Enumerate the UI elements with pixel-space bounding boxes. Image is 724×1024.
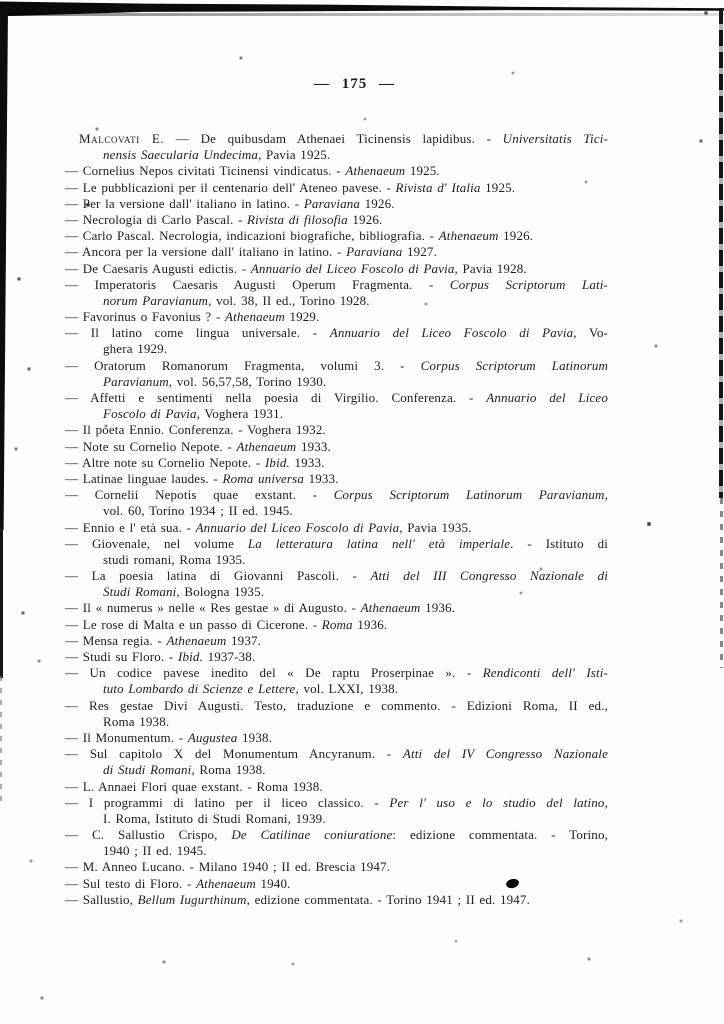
work-title-italic: Annuario del Liceo Foscolo di Pavia: [195, 519, 400, 535]
work-title-italic: Corpus Scriptorum Latinorum Paravianum: [333, 487, 605, 503]
entry-text: — M. Anneo Lucano. - Milano 1940 ; II ed. Brescia 1947.: [65, 859, 391, 875]
bibliography-line: [65, 633, 608, 649]
entry-text: — Un codice pavese inedito del « De raptu Proserpinae ». -: [65, 665, 483, 681]
entry-text: — Favorinus o Favonius ? -: [65, 309, 226, 325]
work-title-italic: La letteratura latina nell' età imperiale: [247, 535, 511, 551]
work-title-italic: Atti del IV Congresso Nazionale: [402, 746, 608, 762]
entry-text: , vol. LXXI, 1938.: [295, 681, 399, 697]
entry-text: — Affetti e sentimenti nella poesia di Virgilio. Conferenza. -: [65, 390, 487, 405]
entry-text: 1926.: [498, 228, 534, 244]
bibliography-line: [65, 665, 608, 681]
entry-text: — C. Sallustio Crispo,: [65, 827, 232, 843]
scan-edge-top-haze-artifact: [0, 13, 724, 16]
entry-text: — Il poeta Ennio. Conferenza. - Voghera 1932.: [65, 422, 326, 438]
work-title-italic: Paraviana: [303, 195, 361, 211]
work-title-italic: Athenaeum: [166, 632, 227, 648]
entry-text: — I programmi di latino per il liceo classico. -: [65, 794, 390, 810]
scan-edge-left-artifact: [0, 6, 8, 530]
work-title-italic: di Studi Romani: [103, 762, 192, 778]
entry-text: 1927.: [402, 244, 437, 260]
entry-text: , Pavia 1925.: [258, 147, 331, 163]
bibliography-line: [65, 180, 608, 196]
bibliography-line: [65, 568, 608, 584]
bibliography-line: [65, 681, 608, 697]
scan-edge-left-lower-artifact: [0, 528, 3, 678]
bibliography-line: [65, 293, 608, 309]
author-name: Malcovati E.: [79, 131, 165, 146]
entry-text: , Voghera 1931.: [196, 406, 284, 422]
bibliography-line: [65, 406, 608, 422]
bibliography-line: [65, 584, 608, 600]
work-title-italic: De Catilinae coniuratione: [231, 827, 393, 843]
bibliography-line: [65, 714, 608, 730]
entry-text: , vol. 38, II ed., Torino 1928.: [208, 292, 370, 308]
entry-text: — Necrologia di Carlo Pascal. -: [65, 211, 248, 227]
bibliography-line: [65, 228, 608, 244]
entry-text: 1936.: [352, 616, 388, 632]
bibliography-line: [65, 730, 608, 746]
entry-text: 1938.: [237, 729, 273, 745]
bibliography-line: [65, 600, 608, 616]
scan-edge-right-tail-artifact: [720, 498, 723, 668]
entry-text: — Oratorum Romanorum Fragmenta, volumi 3. -: [65, 357, 421, 373]
bibliography-line: [65, 277, 608, 293]
bibliography-line: [65, 779, 608, 795]
bibliography-line: [65, 471, 608, 487]
page-number: — 175 —: [314, 76, 395, 92]
entry-text: — Cornelius Nepos civitati Ticinensi vindicatus. -: [65, 163, 346, 179]
entry-text: 1926.: [347, 211, 383, 227]
entry-text: 1937.: [226, 632, 262, 648]
scan-edge-left-tail-artifact: [0, 676, 2, 806]
bibliography-line: [65, 147, 608, 163]
entry-text: — L. Annaei Flori quae exstant. - Roma 1938.: [65, 778, 323, 794]
bibliography-line: [65, 163, 608, 179]
entry-text: 1925.: [405, 163, 440, 179]
entry-text: 1940 ; II ed. 1945.: [103, 843, 207, 859]
entry-text: — La poesia latina di Giovanni Pascoli. -: [65, 568, 371, 584]
bibliography-line: [65, 892, 608, 908]
bibliography-line: [65, 196, 608, 212]
bibliography-line: [65, 843, 608, 859]
entry-text: I. Roma, Istituto di Studi Romani, 1939.: [103, 810, 326, 826]
bibliography-line: [65, 439, 608, 455]
work-title-italic: Annuario del Liceo: [486, 390, 608, 405]
entry-text: — Note su Cornelio Nepote. -: [65, 438, 237, 454]
work-title-italic: Athenaeum: [225, 309, 285, 325]
work-title-italic: Paravianum: [103, 373, 169, 389]
bibliography-line: [65, 341, 608, 357]
entry-text: 1937-38.: [202, 649, 256, 664]
bibliography-line: [65, 536, 608, 552]
bibliography-line: [65, 325, 608, 341]
work-title-italic: Bellum Iugurthinum: [137, 891, 247, 907]
work-title-italic: Athenaeum: [438, 228, 499, 244]
entry-text: ghera 1929.: [103, 341, 168, 357]
work-title-italic: Foscolo di Pavia: [103, 406, 197, 422]
entry-text: , Bologna 1935.: [176, 584, 265, 600]
entry-text: , vol. 56,57,58, Torino 1930.: [168, 373, 327, 389]
entry-text: — Il latino come lingua universale. -: [65, 325, 330, 341]
entry-text: 1926.: [360, 195, 395, 211]
work-title-italic: Corpus Scriptorum Latinorum: [420, 357, 608, 373]
entry-text: , edizione commentata. - Torino 1941 ; II ed. 1947.: [246, 891, 530, 907]
entry-text: — Mensa regia. -: [65, 632, 167, 648]
bibliography-line: [65, 762, 608, 778]
bibliography-line: [65, 617, 608, 633]
bibliography-list: [65, 131, 608, 908]
entry-text: — Sul testo di Floro. -: [65, 875, 197, 891]
entry-text: ,: [604, 487, 608, 503]
bibliography-line: [65, 374, 608, 390]
entry-text: . - Istituto di: [510, 535, 608, 551]
entry-text: — Le pubblicazioni per il centenario dell' Ateneo pavese. -: [65, 179, 396, 195]
bibliography-line: [65, 552, 608, 568]
entry-text: — Altre note su Cornelio Nepote. -: [65, 454, 265, 470]
work-title-italic: Corpus Scriptorum Lati-: [449, 276, 608, 292]
entry-text: — Res gestae Divi Augusti. Testo, traduzione e commento. - Edizioni Roma, II ed.,: [65, 697, 608, 713]
entry-text: , Pavia 1935.: [399, 519, 472, 535]
entry-text: — Ancora per la versione dall' italiano in latino. -: [65, 244, 347, 260]
bibliography-line: [65, 698, 608, 714]
work-title-italic: Universitatis Tici-: [502, 131, 608, 146]
entry-text: : edizione commentata. - Torino,: [392, 827, 608, 843]
work-title-italic: Augustea: [187, 729, 238, 745]
entry-text: — Per la versione dall' italiano in latino. -: [65, 195, 304, 211]
entry-text: , Roma 1938.: [191, 762, 266, 778]
entry-text: — De quibusdam Athenaei Ticinensis lapidibus. -: [164, 131, 503, 146]
entry-text: 1925.: [480, 179, 516, 195]
work-title-italic: Ibid.: [264, 454, 290, 470]
work-title-italic: Roma universa: [222, 470, 304, 486]
work-title-italic: Atti del III Congresso Nazionale di: [370, 568, 608, 584]
entry-text: — Carlo Pascal. Necrologia, indicazioni biografiche, bibliografia. -: [65, 228, 439, 244]
entry-text: — Il « numerus » nelle « Res gestae » di Augusto. -: [65, 600, 361, 616]
entry-text: 1933.: [303, 470, 339, 486]
work-title-italic: Annuario del Liceo Foscolo di Pavia: [329, 325, 574, 341]
entry-text: Roma 1938.: [103, 713, 170, 729]
entry-text: — Cornelii Nepotis quae exstant. -: [65, 487, 334, 503]
work-title-italic: Rivista di filosofia: [247, 211, 348, 227]
work-title-italic: Athenaeum: [236, 438, 297, 454]
work-title-italic: Roma: [321, 616, 353, 632]
entry-text: — Giovenale, nel volume: [65, 535, 248, 551]
work-title-italic: Paraviana: [346, 244, 403, 260]
entry-text: ,: [604, 794, 608, 810]
entry-text: vol. 60, Torino 1934 ; II ed. 1945.: [103, 503, 293, 519]
bibliography-line: [65, 746, 608, 762]
work-title-italic: tuto Lombardo di Scienze e Lettere: [103, 681, 296, 697]
bibliography-line: [65, 520, 608, 536]
bibliography-line: [65, 487, 608, 503]
entry-text: — Latinae linguae laudes. -: [65, 470, 223, 486]
entry-text: — Imperatoris Caesaris Augusti Operum Fragmenta. -: [65, 276, 450, 292]
entry-text: 1940.: [255, 875, 291, 891]
bibliography-line: [65, 859, 608, 875]
entry-text: , Pavia 1928.: [454, 260, 527, 276]
entry-text: — Sallustio,: [65, 891, 138, 907]
entry-text: studi romani, Roma 1935.: [103, 551, 246, 567]
work-title-italic: Rivista d' Italia: [395, 179, 481, 195]
entry-text: — Studi su Floro. -: [65, 649, 179, 664]
bibliography-line: [65, 131, 608, 147]
work-title-italic: Annuario del Liceo Foscolo di Pavia: [250, 260, 455, 276]
entry-text: — Il Monumentum. -: [65, 729, 188, 745]
entry-text: — De Caesaris Augusti edictis. -: [65, 260, 251, 276]
work-title-italic: Per l' uso e lo studio del latino: [389, 794, 605, 810]
bibliography-line: [65, 244, 608, 260]
bibliography-line: [65, 212, 608, 228]
work-title-italic: Athenaeum: [196, 875, 256, 891]
entry-text: 1936.: [420, 600, 456, 616]
work-title-italic: norum Paravianum: [103, 292, 209, 308]
bibliography-line: [65, 795, 608, 811]
bibliography-line: [65, 827, 608, 843]
entry-text: 1933.: [289, 454, 325, 470]
entry-text: — Ennio e l' età sua. -: [65, 519, 196, 535]
entry-text: 1929.: [284, 309, 320, 325]
entry-text: , Vo-: [573, 325, 608, 341]
bibliography-line: [65, 422, 608, 438]
bibliography-line: [65, 261, 608, 277]
work-title-italic: Rendiconti dell' Isti-: [482, 665, 608, 681]
bibliography-line: [65, 811, 608, 827]
work-title-italic: Studi Romani: [103, 584, 177, 600]
bibliography-line: [65, 455, 608, 471]
bibliography-line: [65, 358, 608, 374]
bibliography-line: [65, 649, 608, 665]
work-title-italic: Athenaeum: [345, 163, 406, 179]
work-title-italic: nensis Saecularia Undecima: [103, 147, 259, 163]
scan-edge-right-artifact: [719, 8, 723, 498]
work-title-italic: Ibid.: [178, 649, 203, 664]
entry-text: 1933.: [296, 438, 331, 454]
scan-specks-artifact: [0, 0, 2, 2]
bibliography-line: [65, 876, 608, 892]
entry-text: — Sul capitolo X del Monumentum Ancyranum. -: [65, 746, 403, 762]
bibliography-line: [65, 503, 608, 519]
bibliography-line: [65, 309, 608, 325]
bibliography-line: [65, 390, 608, 406]
entry-text: — Le rose di Malta e un passo di Cicerone. -: [65, 616, 322, 632]
work-title-italic: Athenaeum: [360, 600, 421, 616]
